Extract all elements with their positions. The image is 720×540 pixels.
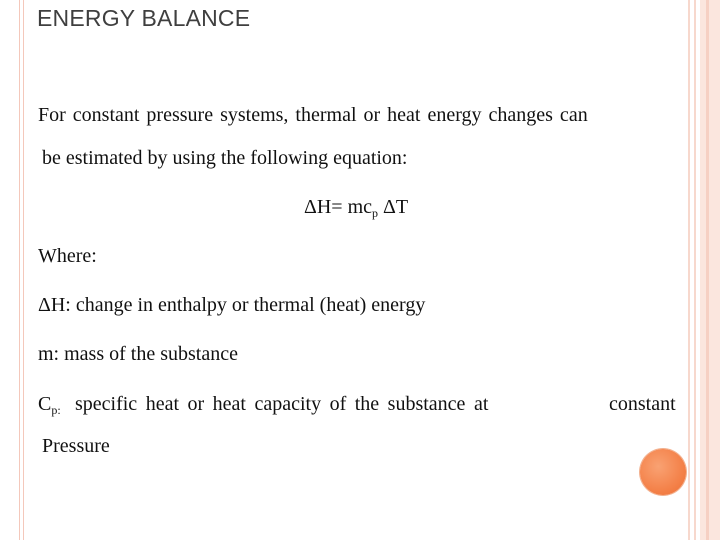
frame-right-stripe <box>706 0 709 540</box>
cp-subscript: p: <box>51 403 61 417</box>
definition-delta-h: ΔH: change in enthalpy or thermal (heat) energy <box>38 294 426 316</box>
definition-mass: m: mass of the substance <box>38 343 238 365</box>
cp-symbol: C <box>38 393 52 415</box>
frame-right-line <box>688 0 690 540</box>
intro-line-1: For constant pressure systems, thermal or heat energy changes can <box>38 104 588 126</box>
definition-cp <box>38 393 690 418</box>
equation-rhs: ΔT <box>378 196 409 218</box>
equation-lhs: ΔH= mc <box>304 196 373 218</box>
cp-text: specific heat or heat capacity of the substance at <box>75 393 489 415</box>
where-label: Where: <box>38 245 97 267</box>
equation <box>304 196 408 221</box>
intro-line-2: be estimated by using the following equation: <box>42 147 408 169</box>
frame-right-band <box>700 0 720 540</box>
frame-right-line <box>694 0 696 540</box>
cp-symbol-group <box>38 393 61 415</box>
cp-continuation: Pressure <box>42 435 110 457</box>
frame-left-border <box>19 0 24 540</box>
cp-text-end: constant <box>609 393 676 415</box>
equation-subscript: p <box>372 206 379 220</box>
slide-title: ENERGY BALANCE <box>37 5 251 31</box>
decorative-orb <box>640 449 686 495</box>
